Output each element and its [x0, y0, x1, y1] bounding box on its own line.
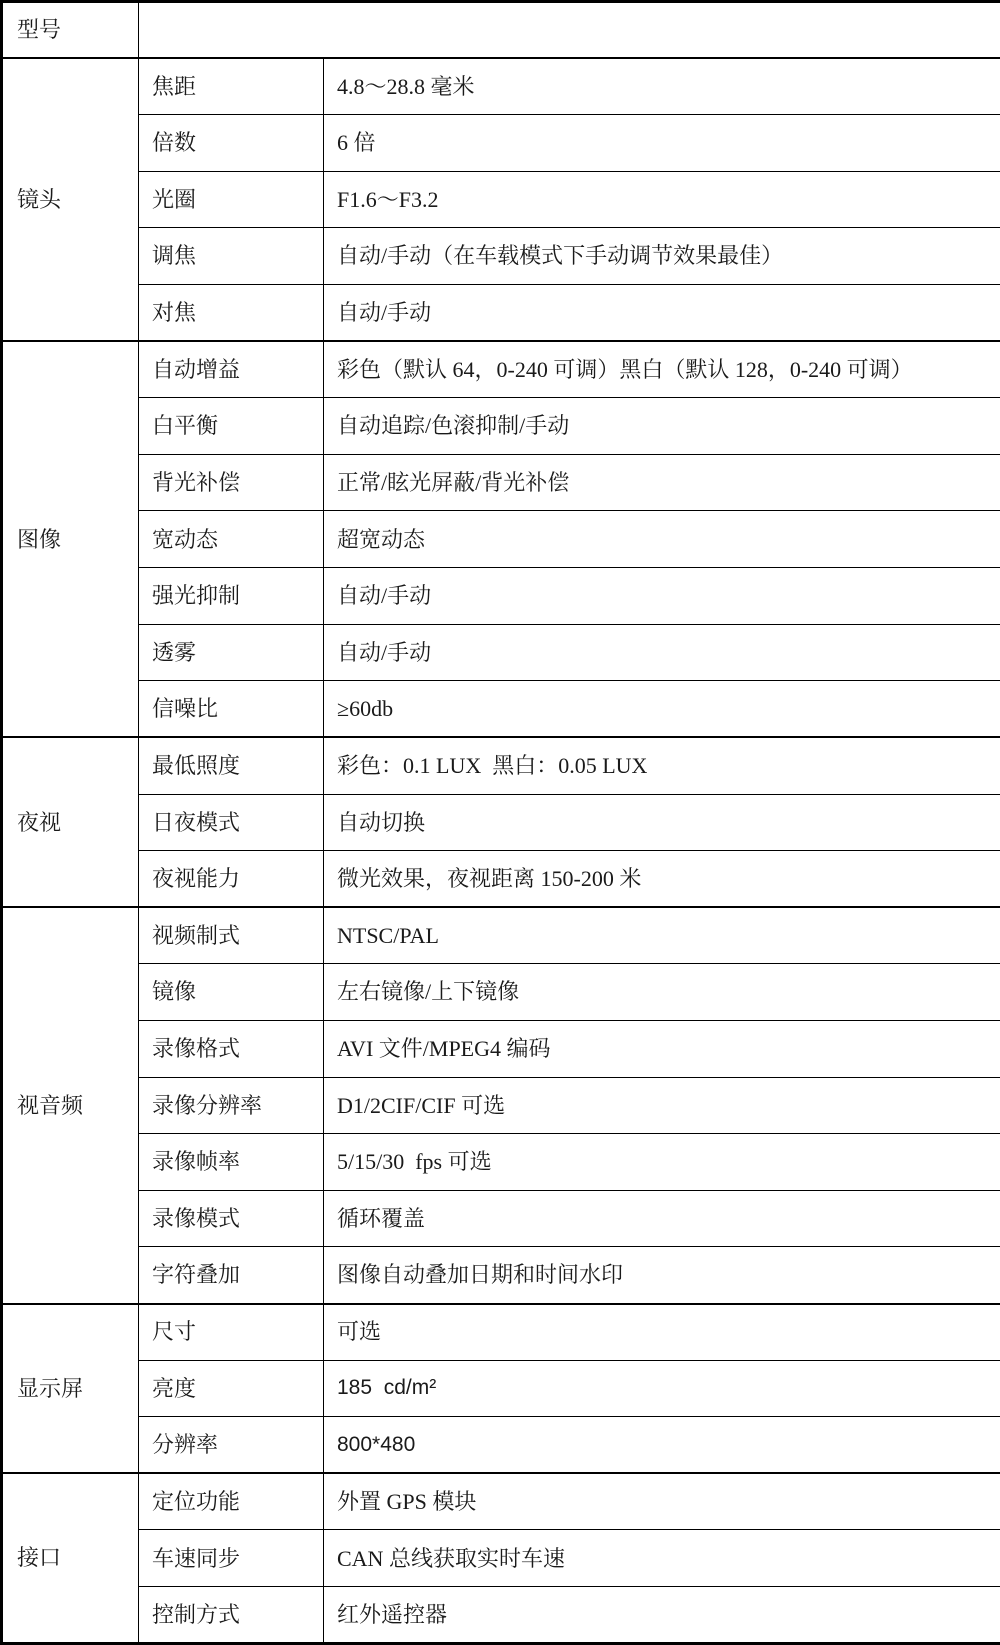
table-row [2, 737, 1000, 794]
table-row [2, 171, 1000, 228]
table-row [2, 341, 1000, 398]
table-row [2, 851, 1000, 908]
param-cell: 字符叠加 [139, 1247, 324, 1304]
table-row [2, 1587, 1000, 1644]
table-row [2, 1134, 1000, 1191]
value-cell: 彩色：0.1 LUX 黑白：0.05 LUX [324, 737, 1000, 794]
param-cell: 光圈 [139, 171, 324, 228]
model-value-cell [139, 2, 1000, 59]
value-cell: 红外遥控器 [324, 1587, 1000, 1644]
value-cell: 外置 GPS 模块 [324, 1473, 1000, 1530]
param-cell: 夜视能力 [139, 851, 324, 908]
table-row [2, 1530, 1000, 1587]
category-cell-image: 图像 [2, 341, 139, 737]
table-row [2, 285, 1000, 342]
table-row [2, 1304, 1000, 1361]
table-row [2, 1020, 1000, 1077]
table-row-model [2, 2, 1000, 59]
param-cell: 最低照度 [139, 737, 324, 794]
param-cell: 录像格式 [139, 1020, 324, 1077]
table-row [2, 228, 1000, 285]
value-cell: 正常/眩光屏蔽/背光补偿 [324, 454, 1000, 511]
value-cell: 左右镜像/上下镜像 [324, 964, 1000, 1021]
table-row [2, 454, 1000, 511]
table-row [2, 624, 1000, 681]
value-cell: 可选 [324, 1304, 1000, 1361]
value-cell: AVI 文件/MPEG4 编码 [324, 1020, 1000, 1077]
table-row [2, 1473, 1000, 1530]
value-cell: F1.6～F3.2 [324, 171, 1000, 228]
value-cell: 超宽动态 [324, 511, 1000, 568]
table-row [2, 568, 1000, 625]
param-cell: 白平衡 [139, 398, 324, 455]
value-cell: NTSC/PAL [324, 907, 1000, 964]
param-cell: 对焦 [139, 285, 324, 342]
param-cell: 倍数 [139, 115, 324, 172]
table-row [2, 907, 1000, 964]
category-cell-lens: 镜头 [2, 58, 139, 341]
param-cell: 录像模式 [139, 1190, 324, 1247]
value-cell: 微光效果，夜视距离 150-200 米 [324, 851, 1000, 908]
param-cell: 定位功能 [139, 1473, 324, 1530]
table-row [2, 58, 1000, 115]
table-row [2, 1190, 1000, 1247]
category-cell-nightvision: 夜视 [2, 737, 139, 907]
value-cell: 图像自动叠加日期和时间水印 [324, 1247, 1000, 1304]
param-cell: 车速同步 [139, 1530, 324, 1587]
table-row [2, 794, 1000, 851]
value-cell: CAN 总线获取实时车速 [324, 1530, 1000, 1587]
param-cell: 调焦 [139, 228, 324, 285]
category-cell-model: 型号 [2, 2, 139, 59]
value-cell: D1/2CIF/CIF 可选 [324, 1077, 1000, 1134]
value-cell: ≥60db [324, 681, 1000, 738]
param-cell: 透雾 [139, 624, 324, 681]
param-cell: 控制方式 [139, 1587, 324, 1644]
value-cell: 自动切换 [324, 794, 1000, 851]
category-cell-av: 视音频 [2, 907, 139, 1303]
table-row [2, 398, 1000, 455]
param-cell: 亮度 [139, 1360, 324, 1417]
value-cell: 自动/手动（在车载模式下手动调节效果最佳） [324, 228, 1000, 285]
param-cell: 焦距 [139, 58, 324, 115]
param-cell: 镜像 [139, 964, 324, 1021]
table-row [2, 115, 1000, 172]
table-row [2, 964, 1000, 1021]
table-row [2, 1247, 1000, 1304]
value-cell: 循环覆盖 [324, 1190, 1000, 1247]
param-cell: 分辨率 [139, 1417, 324, 1474]
table-row [2, 1360, 1000, 1417]
value-cell: 自动/手动 [324, 568, 1000, 625]
table-row [2, 1417, 1000, 1474]
table-row [2, 1077, 1000, 1134]
param-cell: 背光补偿 [139, 454, 324, 511]
value-cell: 自动追踪/色滚抑制/手动 [324, 398, 1000, 455]
param-cell: 视频制式 [139, 907, 324, 964]
value-cell: 5/15/30 fps 可选 [324, 1134, 1000, 1191]
value-cell: 4.8～28.8 毫米 [324, 58, 1000, 115]
value-cell: 自动/手动 [324, 624, 1000, 681]
value-cell: 自动/手动 [324, 285, 1000, 342]
value-cell: 185 cd/m² [324, 1360, 1000, 1417]
table-row [2, 511, 1000, 568]
param-cell: 录像分辨率 [139, 1077, 324, 1134]
param-cell: 日夜模式 [139, 794, 324, 851]
value-cell: 彩色（默认 64，0-240 可调）黑白（默认 128，0-240 可调） [324, 341, 1000, 398]
param-cell: 尺寸 [139, 1304, 324, 1361]
category-cell-interface: 接口 [2, 1473, 139, 1643]
value-cell: 6 倍 [324, 115, 1000, 172]
category-cell-display: 显示屏 [2, 1304, 139, 1474]
value-cell: 800*480 [324, 1417, 1000, 1474]
table-row [2, 681, 1000, 738]
param-cell: 自动增益 [139, 341, 324, 398]
param-cell: 录像帧率 [139, 1134, 324, 1191]
param-cell: 宽动态 [139, 511, 324, 568]
param-cell: 信噪比 [139, 681, 324, 738]
param-cell: 强光抑制 [139, 568, 324, 625]
